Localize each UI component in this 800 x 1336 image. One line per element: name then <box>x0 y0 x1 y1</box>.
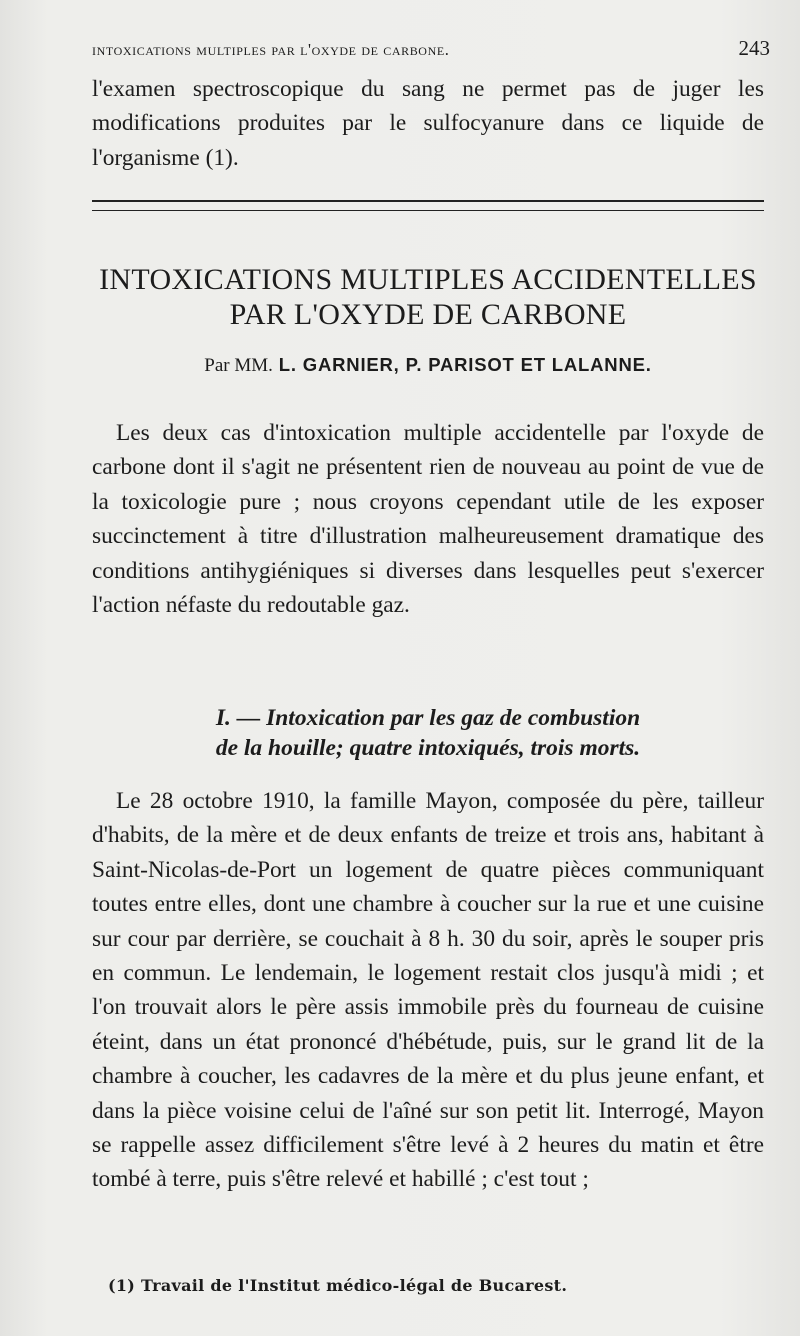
section-heading-line-2: de la houille; quatre intoxiqués, trois morts. <box>215 735 641 761</box>
page-header <box>92 36 770 61</box>
article-authors <box>92 354 764 377</box>
section-heading-line-1: I. — Intoxication par les gaz de combustion <box>215 705 641 731</box>
section-heading <box>92 703 764 763</box>
continuation-paragraph: l'examen spectroscopique du sang ne permet pas de juger les modifications produites par le sulfocyanure dans ce liquide de l'organisme (1). <box>92 76 764 171</box>
section-divider-rule <box>92 200 764 211</box>
running-title: intoxications multiples par l'oxyde de carbone. <box>92 40 450 59</box>
intro-paragraph: Les deux cas d'intoxication multiple accidentelle par l'oxyde de carbone dont il s'agit ne présentent rien de nouveau au point de vue de la toxicologie pure ; nous croyons cependant utile de les exposer succinctement à titre d'illustration malheureusement dramatique des conditions antihygiéniques si diverses dans lesquelles peut s'exercer l'action néfaste du redoutable gaz. <box>92 420 764 619</box>
section-body-paragraph: Le 28 octobre 1910, la famille Mayon, composée du père, tailleur d'habits, de la mère et de deux enfants de treize et trois ans, habitant à Saint-Nicolas-de-Port un logement de quatre pièces communiquant toutes entre elles, dont une chambre à coucher sur la rue et une cuisine sur cour par derrière, se couchait à 8 h. 30 du soir, après le souper pris en commun. Le lendemain, le logement restait clos jusqu'à midi ; et l'on trouvait alors le père assis immobile près du fourneau de cuisine éteint, dans un état prononcé d'hébétude, puis, sur le grand lit de la chambre à coucher, les cadavres de la mère et du plus jeune enfant, et dans la pièce voisine celui de l'aîné sur son petit lit. Interrogé, Mayon se rappelle assez difficilement s'être levé à 2 heures du matin et être tombé à terre, puis s'être relevé et habillé ; c'est tout ; <box>92 788 764 1193</box>
page-number: 243 <box>738 36 770 60</box>
article-title-line-1: INTOXICATIONS MULTIPLES ACCIDENTELLES <box>99 263 757 296</box>
article-title <box>92 262 764 332</box>
footnote: (1) Travail de l'Institut médico-légal de Bucarest. <box>108 1276 568 1295</box>
authors-names: L. GARNIER, P. PARISOT ET LALANNE. <box>278 354 652 375</box>
authors-prefix: Par MM. <box>204 355 273 376</box>
article-title-line-2: PAR L'OXYDE DE CARBONE <box>229 298 627 331</box>
